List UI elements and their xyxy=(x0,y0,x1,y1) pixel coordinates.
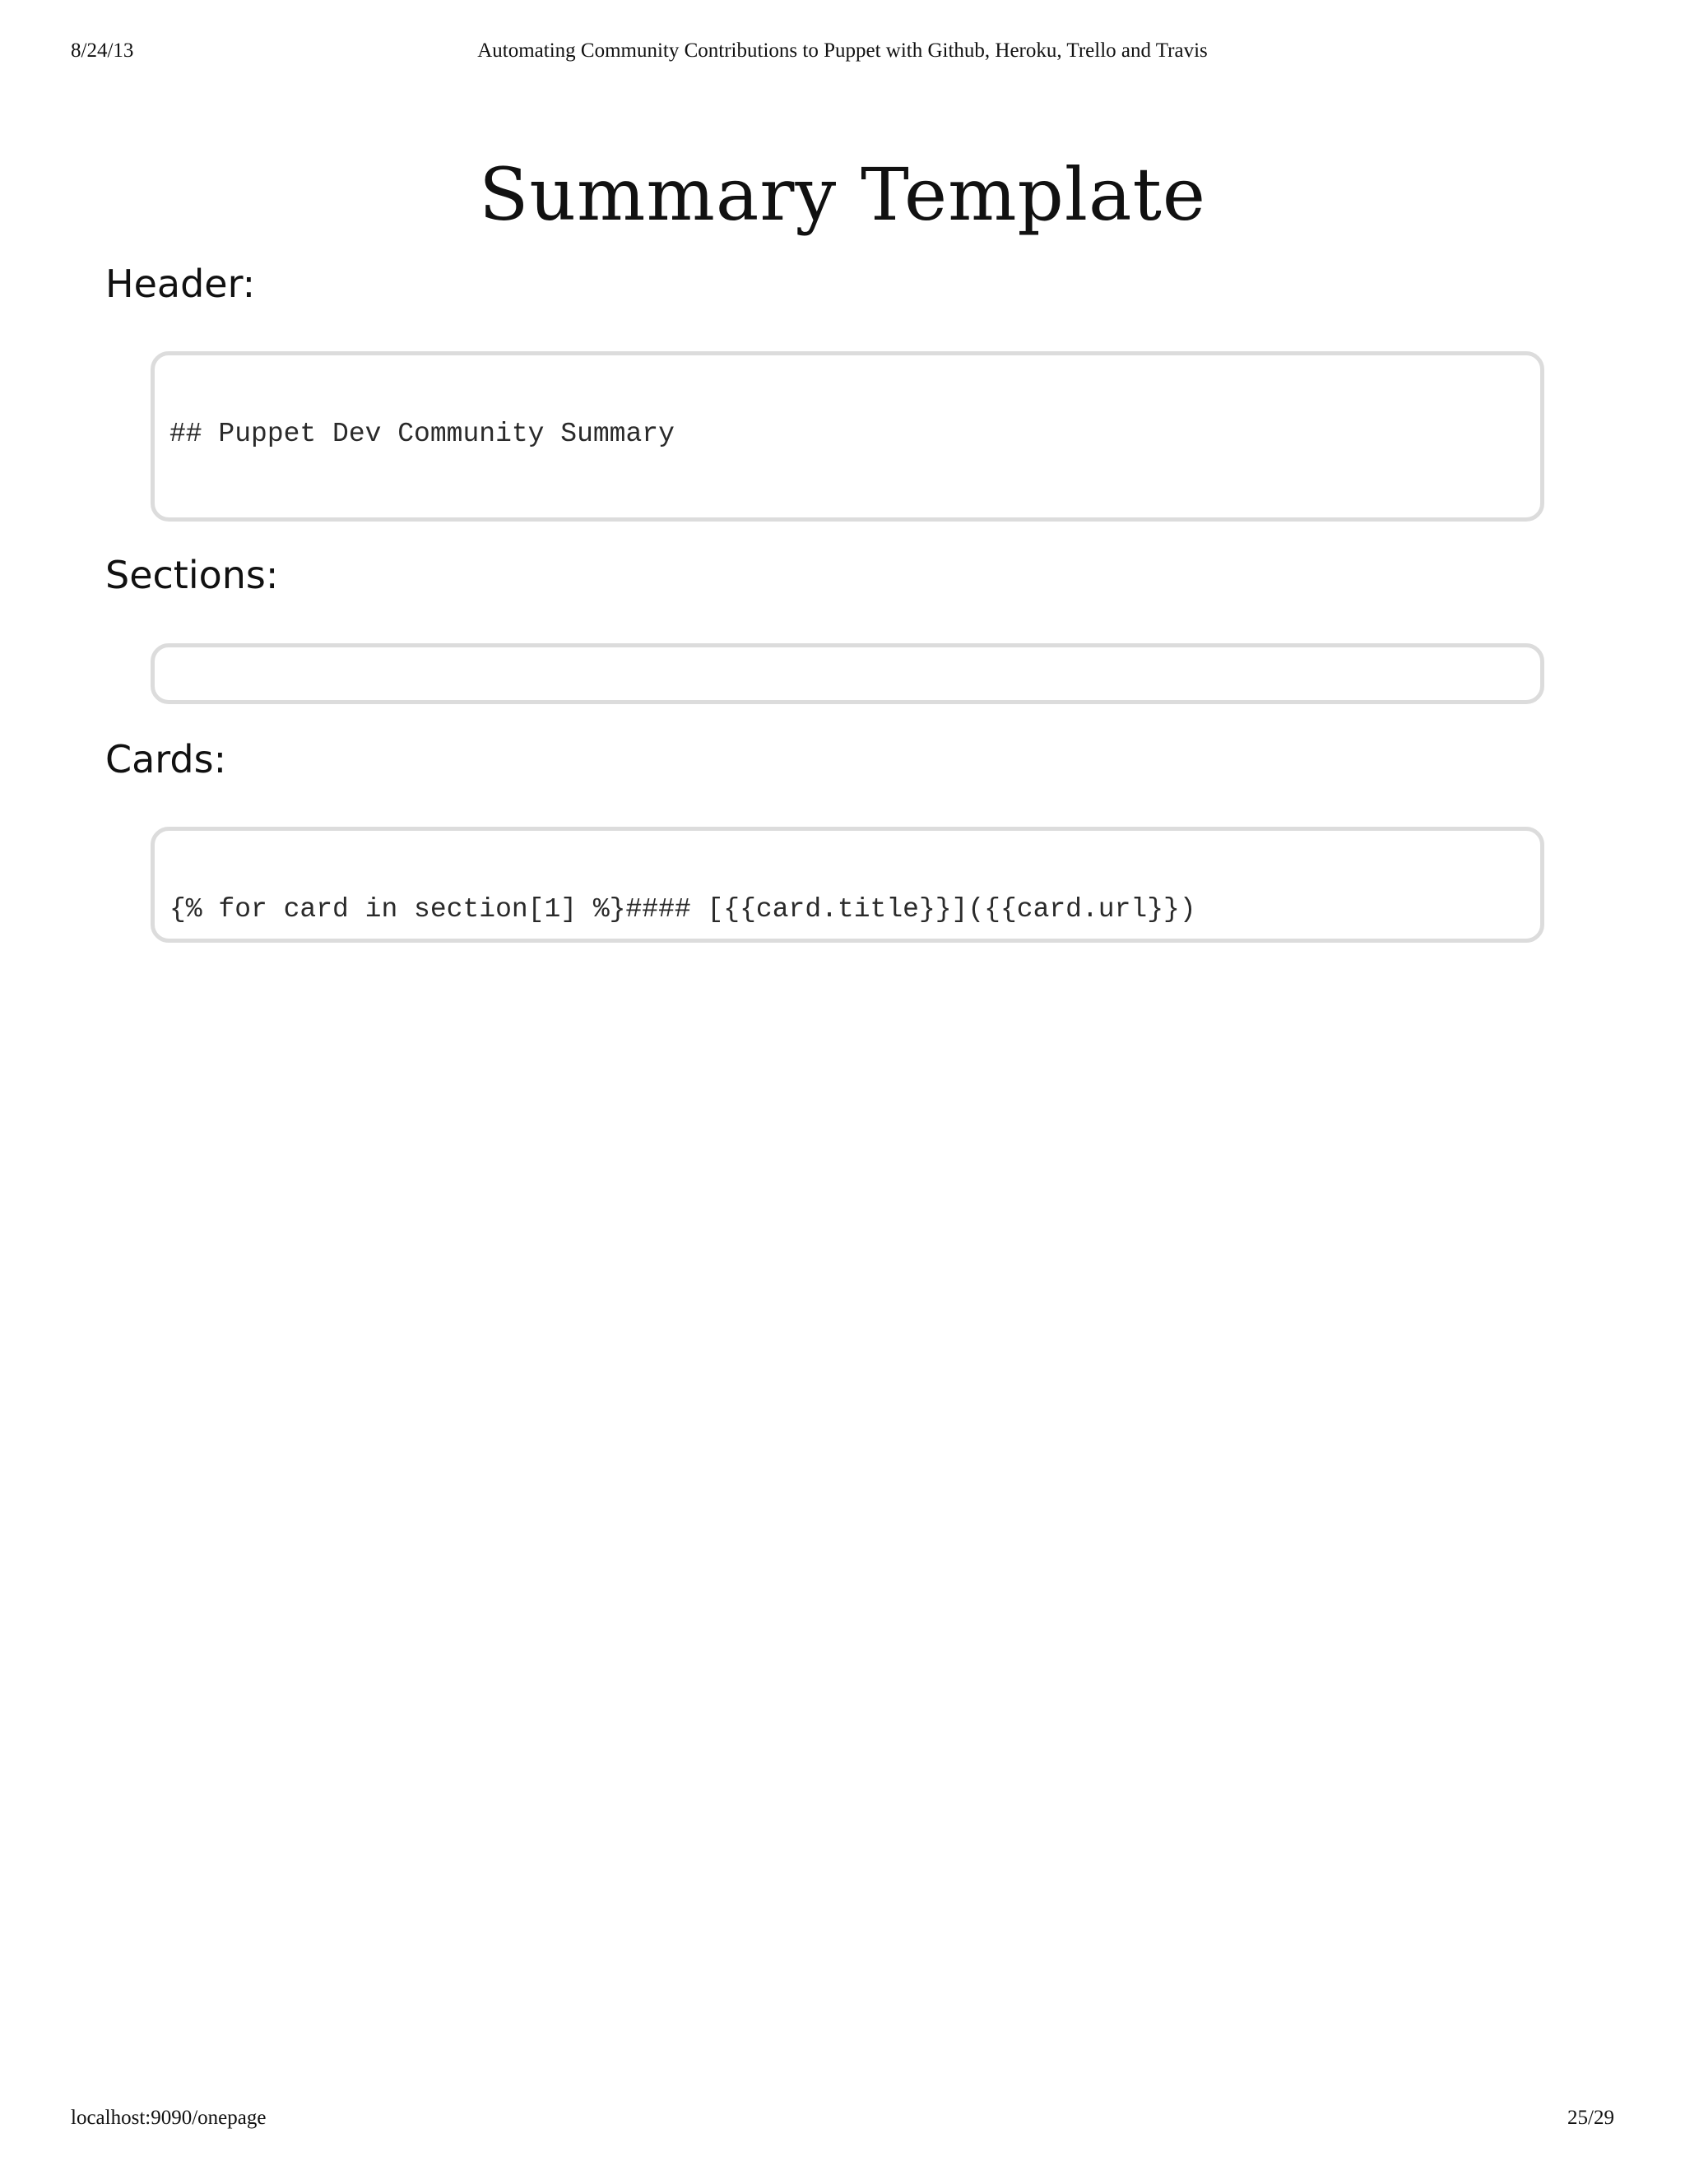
print-footer xyxy=(0,2107,1685,2140)
sections-code-block xyxy=(151,643,1544,704)
sections-section-label: Sections: xyxy=(105,553,279,597)
code-line: ## Puppet Dev Community Summary xyxy=(169,419,675,449)
header-code-block xyxy=(151,351,1544,522)
print-url: localhost:9090/onepage xyxy=(71,2107,267,2129)
print-date: 8/24/13 xyxy=(71,39,134,62)
code-blank-line xyxy=(169,502,1525,522)
code-line: {% for card in section[1] %}#### [{{card.title}}]({{card.url}}) xyxy=(169,894,1196,925)
print-page-number: 25/29 xyxy=(1567,2107,1614,2129)
cards-code-block xyxy=(151,827,1544,943)
print-header xyxy=(0,39,1685,72)
cards-section-label: Cards: xyxy=(105,737,227,781)
print-document-title: Automating Community Contributions to Puppet with Github, Heroku, Trello and Travis xyxy=(477,39,1208,62)
slide-title: Summary Template xyxy=(479,152,1206,237)
header-section-label: Header: xyxy=(105,262,256,306)
